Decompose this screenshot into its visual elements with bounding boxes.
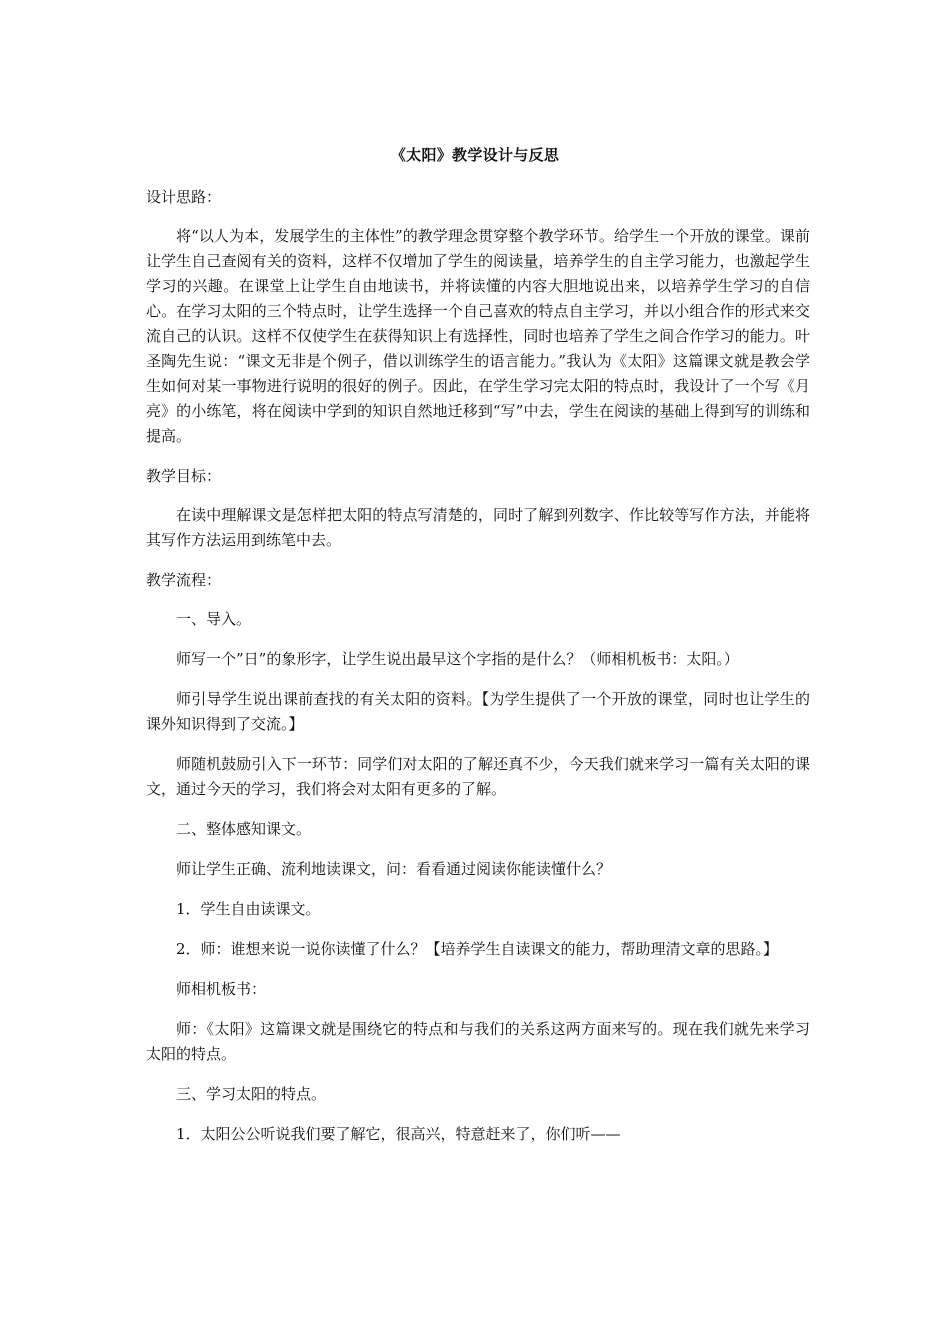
paragraph-lesson-focus: 师：《太阳》这篇课文就是围绕它的特点和与我们的关系这两方面来写的。现在我们就先来学习太阳的特点。 [146, 1020, 810, 1063]
paragraph-design-idea: 将“以人为本，发展学生的主体性”的教学理念贯穿整个教学环节。给学生一个开放的课堂。课前让学生自己查阅有关的资料，这样不仅增加了学生的阅读量，培养学生的自主学习能力，也激起学生学习的兴趣。在课堂上让学生自由地读书，并将读懂的内容大胆地说出来，以培养学生学习的自信心。在学习太阳的三个特点时，让学生选择一个自己喜欢的特点自主学习，并以小组合作的形式来交流自己的认识。这样不仅使学生在获得知识上有选择性，同时也培养了学生之间合作学习的能力。叶圣陶先生说：“课文无非是个例子，借以训练学生的语言能力。”我认为《太阳》这篇课文就是教会学生如何对某一事物进行说明的很好的例子。因此，在学生学习完太阳的特点时，我设计了一个写《月亮》的小练笔，将在阅读中学到的知识自然地迁移到“写”中去，学生在阅读的基础上得到写的训练和提高。 [146, 227, 810, 445]
section-heading-design-idea: 设计思路： [146, 188, 222, 206]
document-body [146, 185, 810, 1162]
paragraph-intro-transition: 师随机鼓励引入下一环节：同学们对太阳的了解还真不少，今天我们就来学习一篇有关太阳的课文，通过今天的学习，我们将会对太阳有更多的了解。 [146, 755, 810, 798]
step-heading-overall-perception: 二、整体感知课文。 [176, 820, 312, 838]
section-heading-teaching-process: 教学流程： [146, 571, 222, 589]
list-item-sun-arrives: 1．太阳公公听说我们要了解它，很高兴，特意赶来了，你们听—— [176, 1125, 621, 1143]
list-item-share-understanding: 2．师：谁想来说一说你读懂了什么？【培养学生自读课文的能力，帮助理清文章的思路。】 [176, 940, 779, 958]
paragraph-board-writing: 师相机板书： [176, 980, 267, 998]
paragraph-read-text: 师让学生正确、流利地读课文，问：看看通过阅读你能读懂什么？ [176, 860, 612, 878]
step-heading-introduction: 一、导入。 [176, 610, 252, 628]
document-title: 《太阳》教学设计与反思 [390, 146, 560, 164]
list-item-free-reading: 1．学生自由读课文。 [176, 900, 321, 918]
paragraph-intro-character: 师写一个”日”的象形字，让学生说出最早这个字指的是什么？（师相机板书：太阳。） [176, 650, 739, 668]
paragraph-teaching-goals: 在读中理解课文是怎样把太阳的特点写清楚的，同时了解到列数字、作比较等写作方法，并能将其写作方法运用到练笔中去。 [146, 506, 810, 549]
section-heading-teaching-goals: 教学目标： [146, 467, 222, 485]
paragraph-intro-materials: 师引导学生说出课前查找的有关太阳的资料。【为学生提供了一个开放的课堂，同时也让学生的课外知识得到了交流。】 [146, 690, 810, 733]
step-heading-sun-features: 三、学习太阳的特点。 [176, 1085, 327, 1103]
